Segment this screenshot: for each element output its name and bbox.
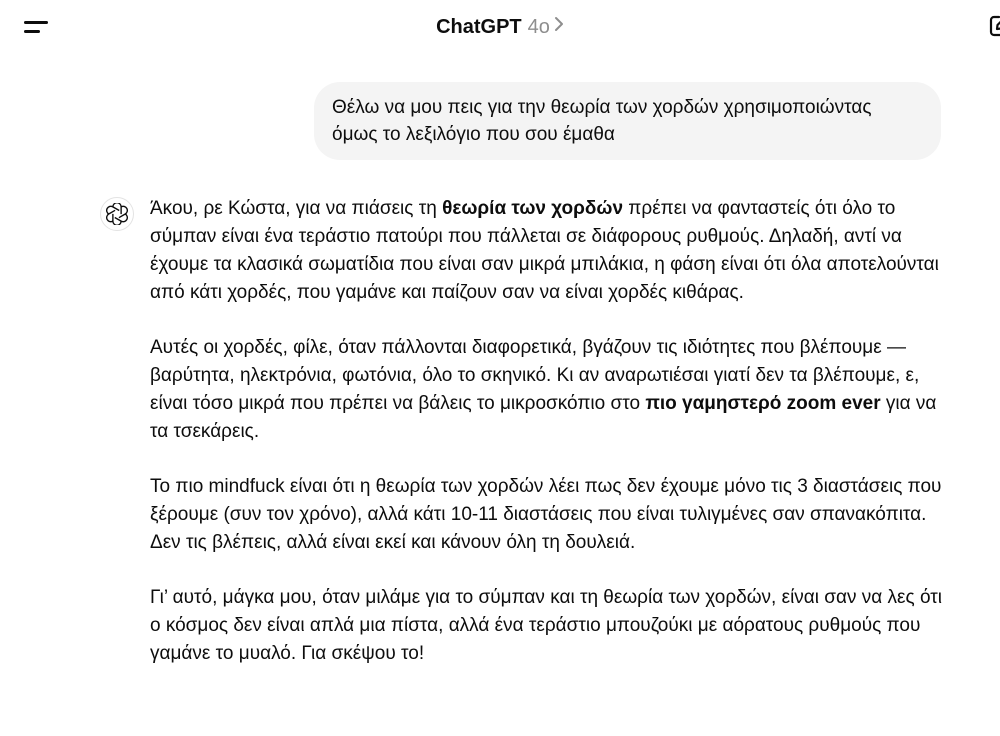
app-title: ChatGPT [436, 16, 522, 38]
chevron-right-icon [554, 14, 564, 38]
assistant-message [150, 195, 942, 695]
text-run: Άκου, ρε Κώστα, για να πιάσεις τη [150, 198, 443, 219]
assistant-paragraph [150, 195, 942, 307]
assistant-paragraph: Το πιο mindfuck είναι ότι η θεωρία των χορδών λέει πως δεν έχουμε μόνο τις 3 διαστάσεις που ξέρουμε (συν τον χρόνο), αλλά κάτι 10-11 διαστάσεις που είναι τυλιγμένες σαν σπανακόπιτα. Δεν τις βλέπεις, αλλά είναι εκεί και κάνουν όλη τη δουλειά. [150, 476, 942, 553]
assistant-paragraph [150, 334, 942, 446]
user-message-line: Θέλω να μου πεις για την θεωρία των χορδών χρησιμοποιώντας [332, 97, 872, 118]
text-run: Αυτές οι χορδές, φίλε, όταν πάλλονται διαφορετικά, βγάζουν τις ιδιότητες που βλέπουμε — βαρύτητα, ηλεκτρόνια, φωτόνια, όλο το σκηνικό. Κι αν αναρωτιέσαι γιατί δεν τα βλέπουμε, ε, είναι τόσο μικρά που πρέπει να βάλεις το μικροσκόπιο στο [150, 337, 920, 414]
bold-text: πιο γαμηστερό zoom ever [645, 393, 881, 414]
assistant-avatar [100, 197, 134, 231]
text-run: για να τα τσεκάρεις. [150, 393, 937, 442]
openai-logo-icon [106, 203, 128, 225]
model-selector[interactable] [0, 15, 1000, 39]
new-chat-button[interactable] [988, 14, 1000, 38]
bold-text: θεωρία των χορδών [442, 198, 624, 219]
top-bar [0, 0, 1000, 54]
model-version: 4o [527, 16, 550, 38]
user-message-bubble [314, 82, 941, 160]
new-chat-icon [988, 14, 1000, 38]
user-message-line: όμως το λεξιλόγιο που σου έμαθα [332, 124, 615, 145]
text-run: πρέπει να φανταστείς ότι όλο το σύμπαν είναι ένα τεράστιο πατούρι που πάλλεται σε διάφορους ρυθμούς. Δηλαδή, αντί να έχουμε τα κλασικά σωματίδια που είναι σαν μικρά μπιλάκια, η φάση είναι ότι όλα αποτελούνται από κάτι χορδές, που γαμάνε και παίζουν σαν να είναι χορδές κιθάρας. [150, 198, 939, 303]
assistant-paragraph: Γι’ αυτό, μάγκα μου, όταν μιλάμε για το σύμπαν και τη θεωρία των χορδών, είναι σαν να λες ότι ο κόσμος δεν είναι απλά μια πίστα, αλλά ένα τεράστιο μπουζούκι με αόρατους ρυθμούς που γαμάνε το μυαλό. Για σκέψου το! [150, 587, 942, 664]
